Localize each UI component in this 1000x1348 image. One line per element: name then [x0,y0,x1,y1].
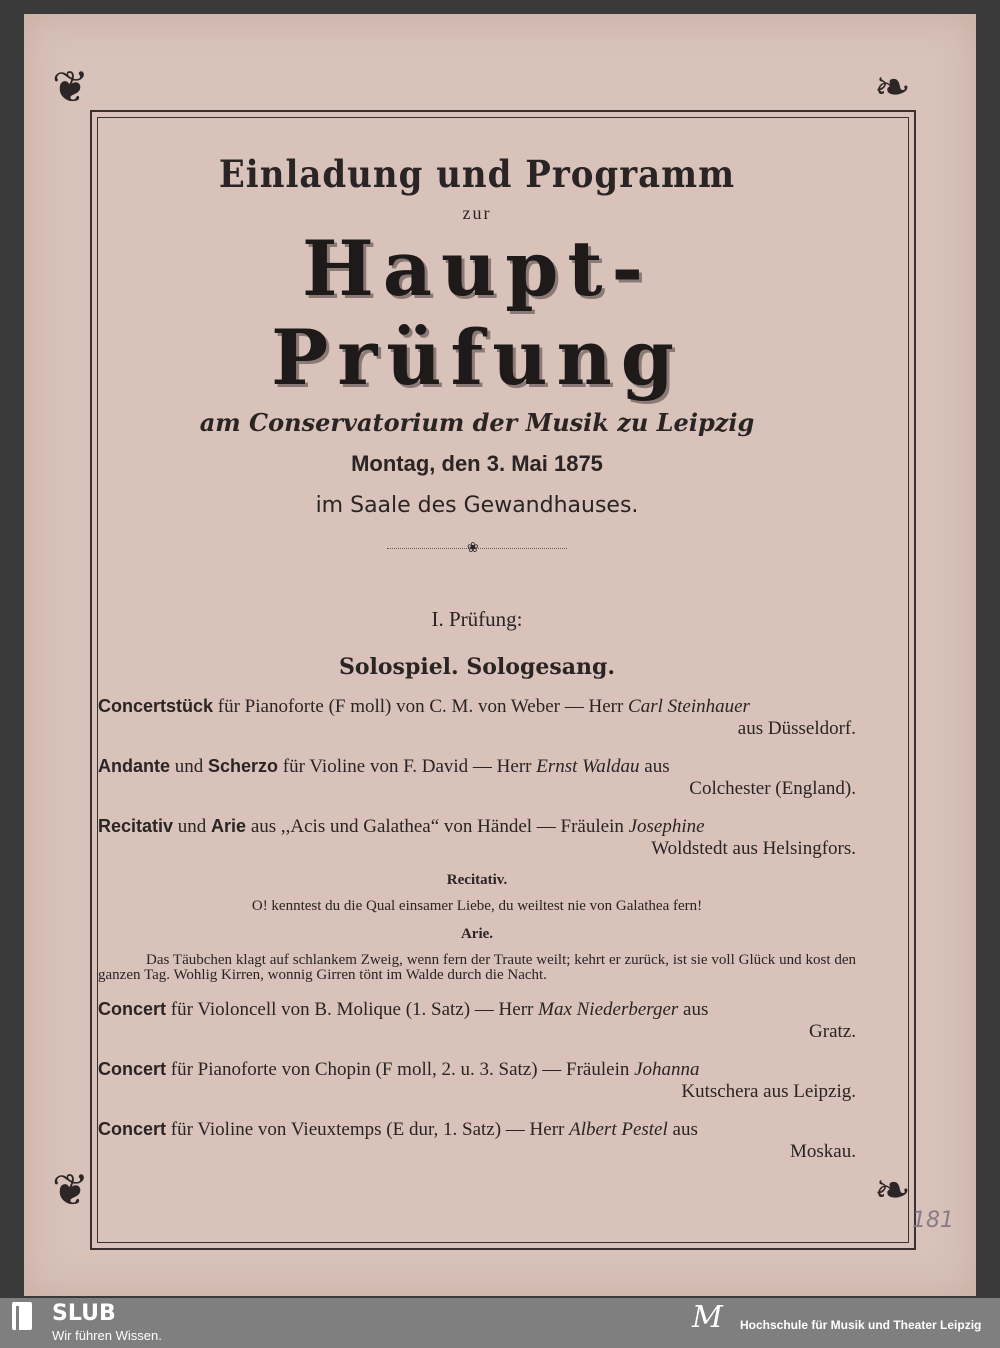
piece-title: Concert [98,1119,167,1139]
program-entry [98,1118,856,1163]
entry-text: und [170,756,208,777]
date: Montag, den 3. Mai 1875 [351,451,603,476]
section-number: I. Prüfung: [431,607,523,631]
entry-text: aus [678,999,709,1020]
arie-heading: Arie. [460,926,494,942]
performer-name: Johanna [634,1059,700,1080]
program-entry [98,1058,856,1103]
program-list [98,998,856,1163]
invitation-heading: Einladung und Programm [218,153,736,197]
slub-logo[interactable]: SLUB [52,1301,116,1326]
program-content [98,150,856,1163]
corner-ornament-icon: ❦ [52,63,89,112]
handwritten-page-number: 181 [912,1208,954,1233]
institution: am Conservatorium der Musik zu Leipzig [199,408,755,437]
program-list [98,695,856,860]
footer-bar [0,1298,1000,1348]
entry-text: Moskau. [790,1141,856,1162]
performer-name: Josephine [628,816,705,837]
corner-ornament-icon: ❧ [874,1166,911,1215]
program-entry [98,755,856,800]
hmt-link[interactable]: Hochschule für Musik und Theater Leipzig [740,1318,982,1332]
performer-name: Carl Steinhauer [628,696,750,717]
program-entry [98,998,856,1043]
zur-text: zur [462,203,492,223]
performer-name: Max Niederberger [538,999,679,1020]
entry-text: für Pianoforte (F moll) von C. M. von Weber — Herr [213,696,629,717]
piece-title: Concert [98,999,167,1019]
venue: im Saale des Gewandhauses. [315,493,639,518]
arie-text: Das Täubchen klagt auf schlankem Zweig, wenn fern der Traute weilt; kehrt er zurück, ist sie voll Glück und kost den ganzen Tag. Wohlig Kirren, wonnig Girren tönt im Walde durch die Nacht. [98,952,856,983]
hmt-logo-icon: M [692,1300,723,1335]
recitativ-heading: Recitativ. [446,872,508,888]
recitativ-text: O! kenntest du die Qual einsamer Liebe, du weiltest nie von Galathea fern! [251,898,703,914]
piece-title: Concertstück [98,696,214,716]
performer-name: Albert Pestel [569,1119,668,1140]
program-entry [98,815,856,860]
entry-text: für Violine von Vieuxtemps (E dur, 1. Satz) — Herr [166,1119,570,1140]
entry-text: aus ,,Acis und Galathea“ von Händel — Fräulein [246,816,629,837]
piece-title: Concert [98,1059,167,1079]
entry-text: aus [639,756,670,777]
ornamental-divider [387,541,567,559]
entry-text: für Violoncell von B. Molique (1. Satz) — Herr [166,999,539,1020]
corner-ornament-icon: ❦ [52,1166,89,1215]
slub-book-icon [12,1302,32,1330]
piece-title: Andante [98,756,170,776]
entry-text: aus [667,1119,698,1140]
section-subtitle: Solospiel. Sologesang. [338,654,616,680]
entry-text: aus Düsseldorf. [737,718,856,739]
program-entry [98,695,856,740]
entry-text: Colchester (England). [689,778,856,799]
performer-name: Ernst Waldau [536,756,640,777]
piece-title: Scherzo [208,756,279,776]
corner-ornament-icon: ❧ [874,63,911,112]
entry-text: Gratz. [809,1021,856,1042]
entry-text: Woldstedt aus Helsingfors. [651,838,856,859]
entry-text: für Pianoforte von Chopin (F moll, 2. u. 3. Satz) — Fräulein [166,1059,635,1080]
entry-text: für Violine von F. David — Herr [278,756,537,777]
slub-tagline: Wir führen Wissen. [52,1328,162,1343]
main-title: Haupt-Prüfung [271,224,683,402]
piece-title: Arie [211,816,247,836]
entry-text: Kutschera aus Leipzig. [681,1081,856,1102]
piece-title: Recitativ [98,816,174,836]
entry-text: und [173,816,212,837]
flourish-icon: ❀ [467,541,479,556]
